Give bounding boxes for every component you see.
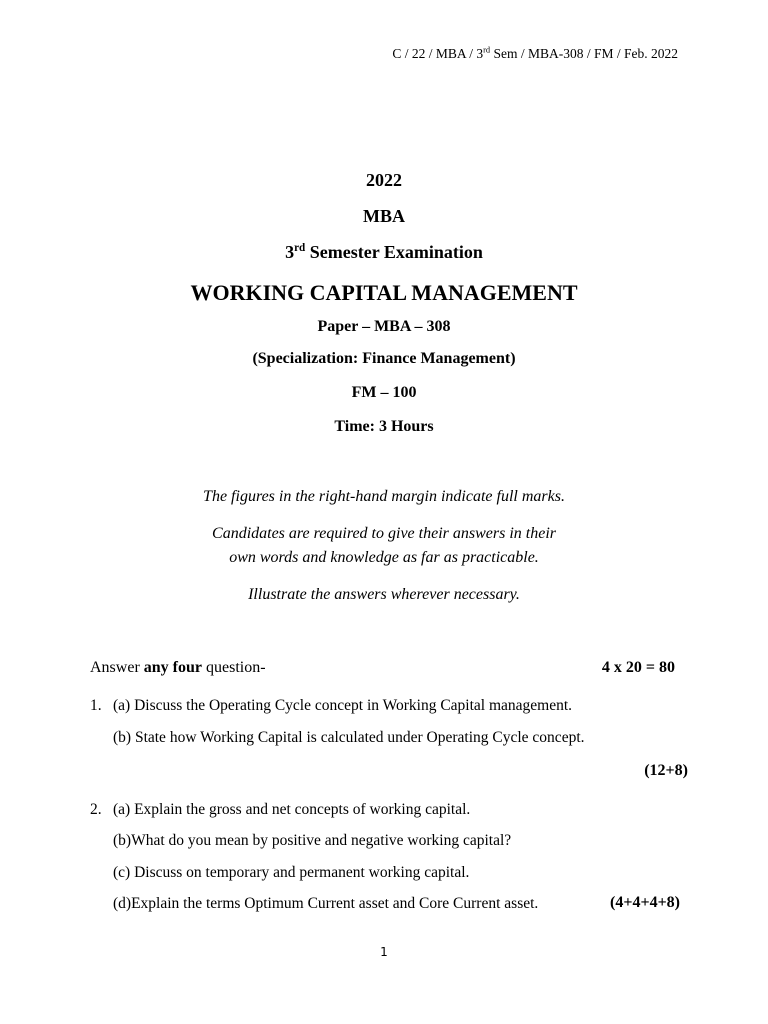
- paper-time: Time: 3 Hours: [334, 418, 434, 435]
- semester-number: 3: [285, 242, 295, 262]
- answer-instruction-suffix: question-: [202, 659, 266, 676]
- paper-title: WORKING CAPITAL MANAGEMENT: [190, 280, 578, 305]
- question-1-marks: (12+8): [644, 762, 688, 779]
- header-exam-code: [392, 46, 678, 62]
- header-code-sup: rd: [483, 45, 491, 55]
- total-marks: 4 x 20 = 80: [601, 659, 675, 676]
- question-2-part-a: (a) Explain the gross and net concepts of working capital.: [113, 801, 471, 818]
- instruction-own-words-line1: Candidates are required to give their answers in their: [212, 525, 556, 542]
- question-1-part-b: (b) State how Working Capital is calculated under Operating Cycle concept.: [113, 729, 585, 746]
- semester-text: Semester Examination: [305, 242, 483, 262]
- answer-instruction: [90, 659, 266, 677]
- semester-sup: rd: [294, 242, 306, 254]
- exam-program: MBA: [363, 206, 405, 226]
- exam-year: 2022: [366, 170, 402, 190]
- page-number: 1: [380, 945, 388, 959]
- paper-full-marks: FM – 100: [351, 384, 417, 401]
- exam-semester: [0, 242, 768, 263]
- instruction-illustrate: Illustrate the answers wherever necessary.: [248, 586, 520, 603]
- answer-instruction-prefix: Answer: [90, 659, 144, 676]
- answer-instruction-emphasis: any four: [143, 659, 202, 676]
- paper-code: Paper – MBA – 308: [317, 318, 451, 335]
- question-2-number: 2.: [90, 801, 102, 818]
- question-2-part-c: (c) Discuss on temporary and permanent working capital.: [113, 864, 470, 881]
- question-2-marks: (4+4+4+8): [610, 894, 681, 911]
- header-code-suffix: Sem / MBA-308 / FM / Feb. 2022: [490, 46, 678, 61]
- question-2-part-b: (b)What do you mean by positive and negative working capital?: [113, 832, 512, 849]
- instruction-own-words-line2: own words and knowledge as far as practicable.: [229, 549, 539, 566]
- header-code-prefix: C / 22 / MBA / 3: [392, 46, 484, 61]
- instruction-marks-note: The figures in the right-hand margin indicate full marks.: [203, 488, 565, 505]
- question-1-part-a: (a) Discuss the Operating Cycle concept in Working Capital management.: [113, 697, 573, 714]
- question-1-number: 1.: [90, 697, 102, 714]
- question-2-part-d: (d)Explain the terms Optimum Current asset and Core Current asset.: [113, 895, 539, 912]
- paper-specialization: (Specialization: Finance Management): [252, 350, 516, 367]
